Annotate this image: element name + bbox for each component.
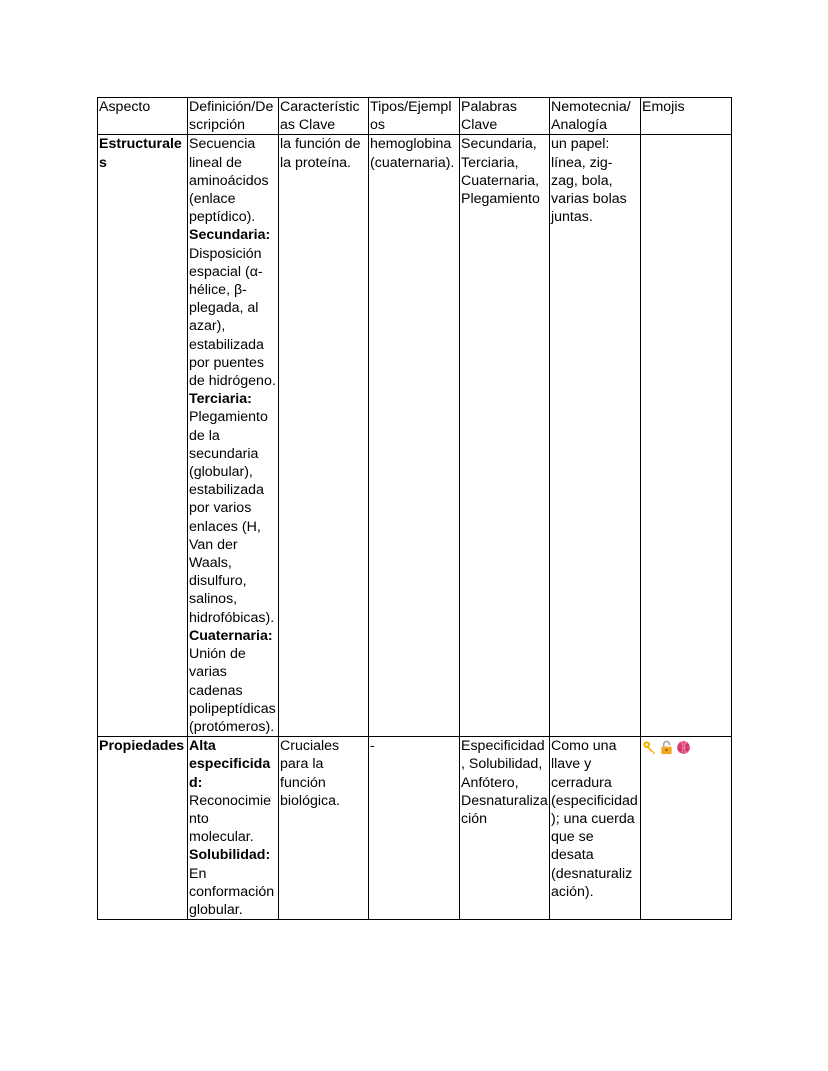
header-cell-caracteristicas: Características Clave xyxy=(279,98,369,135)
emojis-cell xyxy=(641,737,732,920)
table-row xyxy=(98,737,732,920)
definition-label: Terciaria: xyxy=(189,391,252,408)
definition-label: Cuaternaria: xyxy=(189,627,273,644)
key-icon xyxy=(642,740,657,755)
yarn-ball-icon xyxy=(676,740,691,755)
emoji-group xyxy=(642,737,691,755)
header-cell-definicion: Definición/Descripción xyxy=(188,98,279,135)
types-cell: - xyxy=(369,737,460,920)
definition-text: Disposición espacial (α-hélice, β-plegada, al azar), estabilizada por puentes de hidrógeno. xyxy=(189,245,276,390)
definition-text: Reconocimiento molecular. xyxy=(189,792,272,846)
header-cell-nemotecnia: Nemotecnia/Analogía xyxy=(550,98,641,135)
table-row xyxy=(98,135,732,737)
header-cell-palabras: Palabras Clave xyxy=(460,98,550,135)
definition-label: Alta especificidad: xyxy=(189,738,271,791)
definition-text: En conformación globular. xyxy=(189,865,275,918)
emojis-cell xyxy=(641,135,732,737)
header-cell-tipos: Tipos/Ejemplos xyxy=(369,98,460,135)
mnemonic-cell: un papel: línea, zig-zag, bola, varias bolas juntas. xyxy=(550,135,641,737)
definition-text: Unión de varias cadenas polipeptídicas (protómeros). xyxy=(189,646,276,735)
definition-cell xyxy=(188,737,279,920)
definition-label: Solubilidad: xyxy=(189,847,271,864)
definition-text: Secuencia lineal de aminoácidos (enlace peptídico). xyxy=(189,136,269,226)
aspect-cell: Propiedades xyxy=(98,737,188,920)
characteristics-cell: la función de la proteína. xyxy=(279,135,369,737)
keywords-cell: Secundaria, Terciaria, Cuaternaria, Plegamiento xyxy=(460,135,550,737)
header-cell-aspecto: Aspecto xyxy=(98,98,188,135)
aspect-cell: Estructurales xyxy=(98,135,188,737)
header-row xyxy=(98,98,732,135)
definition-label: Secundaria: xyxy=(189,227,271,244)
characteristics-cell: Cruciales para la función biológica. xyxy=(279,737,369,920)
mnemonic-cell: Como una llave y cerradura (especificidad); una cuerda que se desata (desnaturalización). xyxy=(550,737,641,920)
header-cell-emojis: Emojis xyxy=(641,98,732,135)
definition-cell xyxy=(188,135,279,737)
lock-icon xyxy=(659,740,674,755)
types-cell: hemoglobina (cuaternaria). xyxy=(369,135,460,737)
keywords-cell: Especificidad, Solubilidad, Anfótero, Desnaturalización xyxy=(460,737,550,920)
definition-text: Plegamiento de la secundaria (globular), estabilizada por varios enlaces (H, Van der Waals, disulfuro, salinos, hidrofóbicas). xyxy=(189,409,275,626)
notes-table xyxy=(97,97,732,920)
